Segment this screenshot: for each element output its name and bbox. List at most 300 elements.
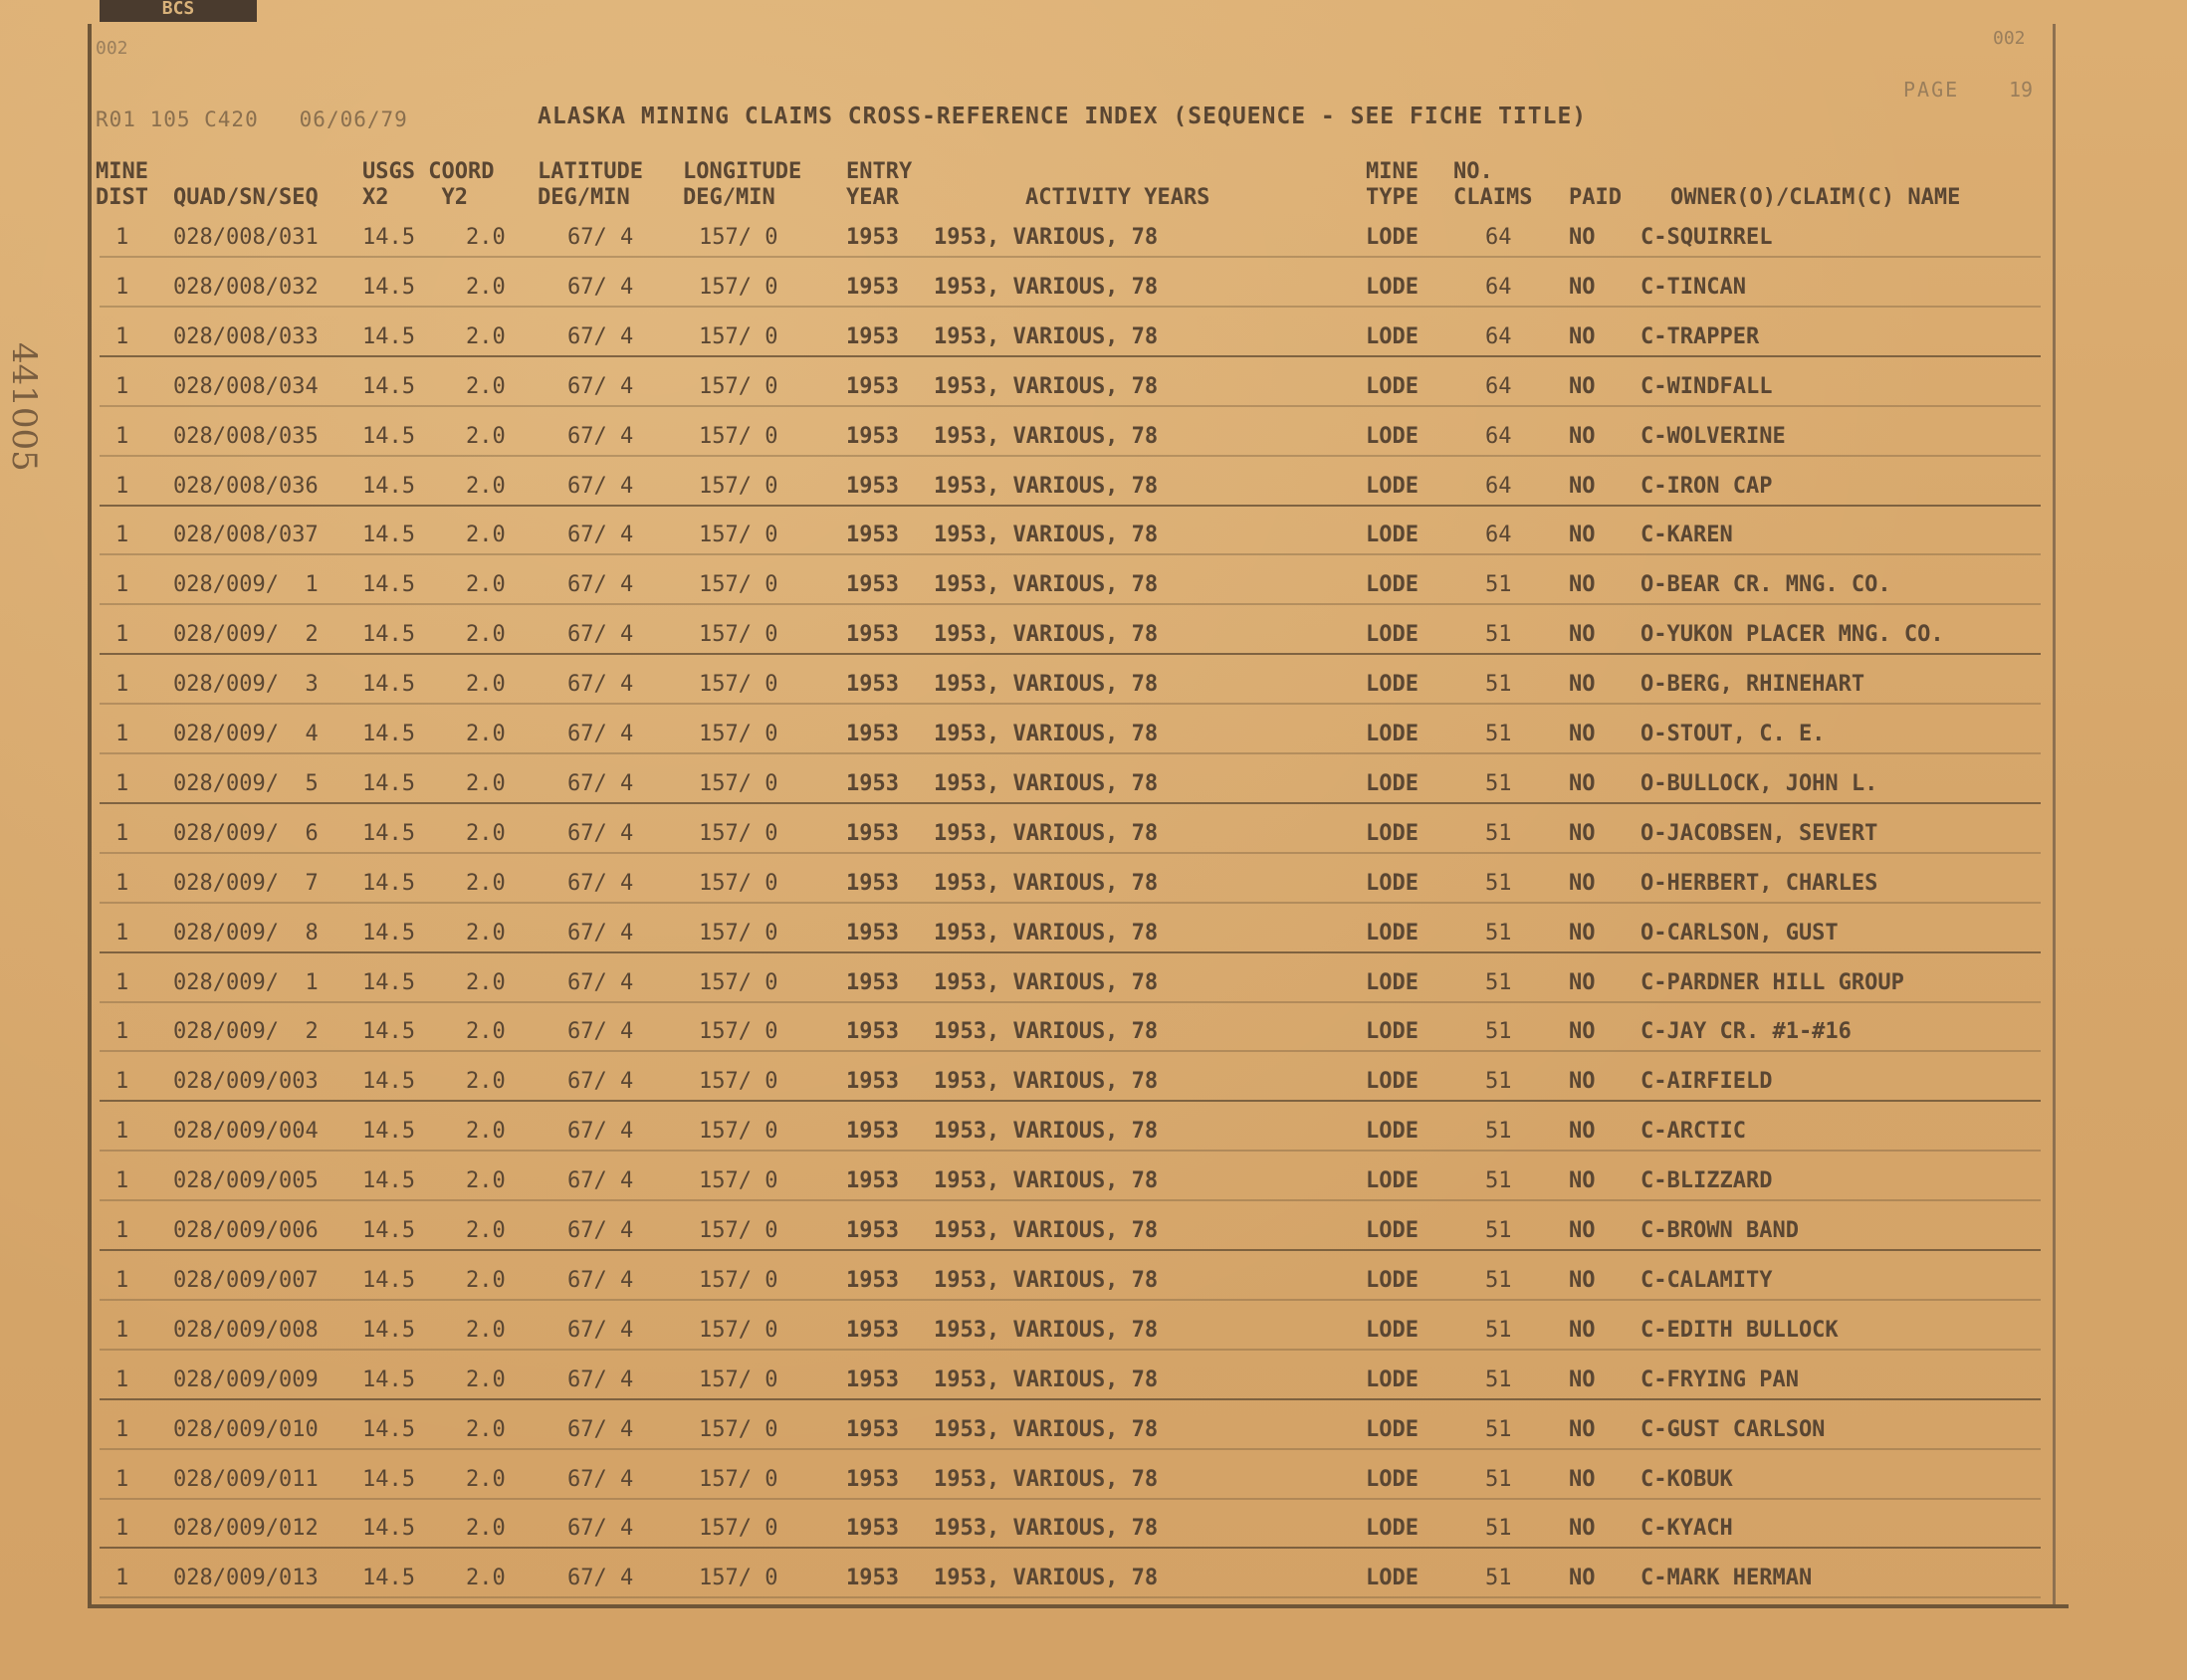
usgs-x2: 14.5 [362,572,415,597]
mine-district: 1 [115,474,129,499]
usgs-x2: 14.5 [362,1516,415,1541]
quad-sn-seq: 028/009/ 5 [173,771,319,796]
col-header-owner-line2: OWNER(O)/CLAIM(C) NAME [1670,185,1961,210]
usgs-x2: 14.5 [362,374,415,399]
paid-status: NO [1569,771,1596,796]
row-rule [100,1498,2041,1500]
entry-year: 1953 [846,871,899,896]
mine-district: 1 [115,424,129,449]
latitude: 67/ 4 [567,1318,634,1343]
mine-district: 1 [115,921,129,945]
usgs-y2: 2.0 [466,1566,506,1590]
mine-district: 1 [115,672,129,697]
mine-district: 1 [115,1019,129,1044]
table-row [0,1166,2187,1196]
col-header-owner-line1 [1670,159,1960,185]
longitude: 157/ 0 [699,921,778,945]
usgs-x2: 14.5 [362,921,415,945]
latitude: 67/ 4 [567,374,634,399]
usgs-y2: 2.0 [466,275,506,300]
paid-status: NO [1569,622,1596,647]
paid-status: NO [1569,324,1596,349]
usgs-x2: 14.5 [362,1566,415,1590]
mine-type: LODE [1366,1318,1419,1343]
paid-status: NO [1569,970,1596,995]
mine-type: LODE [1366,1069,1419,1094]
owner-claim-name: C-WINDFALL [1640,374,1773,399]
paid-status: NO [1569,424,1596,449]
paid-status: NO [1569,1566,1596,1590]
usgs-y2: 2.0 [466,324,506,349]
col-header-type-line1: MINE [1366,159,1419,184]
entry-year: 1953 [846,275,899,300]
mine-district: 1 [115,970,129,995]
row-rule [100,902,2041,904]
owner-claim-name: C-EDITH BULLOCK [1640,1318,1839,1343]
paid-status: NO [1569,1168,1596,1193]
paid-status: NO [1569,1467,1596,1492]
mine-type: LODE [1366,474,1419,499]
usgs-x2: 14.5 [362,1467,415,1492]
latitude: 67/ 4 [567,1119,634,1144]
paid-status: NO [1569,474,1596,499]
claim-count: 51 [1485,970,1512,995]
quad-sn-seq: 028/009/009 [173,1367,319,1392]
usgs-y2: 2.0 [466,225,506,250]
paid-status: NO [1569,821,1596,846]
paid-status: NO [1569,722,1596,746]
table-row [0,1564,2187,1593]
mine-district: 1 [115,1566,129,1590]
claim-count: 51 [1485,1417,1512,1442]
row-rule [100,1050,2041,1052]
entry-year: 1953 [846,672,899,697]
usgs-y2: 2.0 [466,474,506,499]
claim-count: 51 [1485,821,1512,846]
paid-status: NO [1569,1367,1596,1392]
claim-count: 51 [1485,622,1512,647]
owner-claim-name: O-HERBERT, CHARLES [1640,871,1878,896]
usgs-x2: 14.5 [362,1417,415,1442]
claim-count: 51 [1485,1069,1512,1094]
table-row [0,223,2187,253]
usgs-y2: 2.0 [466,1367,506,1392]
mine-type: LODE [1366,970,1419,995]
entry-year: 1953 [846,1019,899,1044]
claim-count: 51 [1485,771,1512,796]
mine-district: 1 [115,324,129,349]
latitude: 67/ 4 [567,970,634,995]
mine-district: 1 [115,225,129,250]
table-row [0,1067,2187,1097]
row-rule [100,703,2041,705]
owner-claim-name: O-BULLOCK, JOHN L. [1640,771,1878,796]
longitude: 157/ 0 [699,821,778,846]
claim-count: 51 [1485,722,1512,746]
row-rule [100,1596,2041,1598]
claim-count: 64 [1485,275,1512,300]
latitude: 67/ 4 [567,1168,634,1193]
latitude: 67/ 4 [567,523,634,547]
corner-code-left: 002 [96,38,128,59]
row-rule [100,603,2041,605]
quad-sn-seq: 028/009/012 [173,1516,319,1541]
mine-district: 1 [115,1417,129,1442]
owner-claim-name: O-BERG, RHINEHART [1640,672,1865,697]
entry-year: 1953 [846,1218,899,1243]
row-rule [100,1249,2041,1251]
longitude: 157/ 0 [699,474,778,499]
usgs-y2: 2.0 [466,1119,506,1144]
activity-years: 1953, VARIOUS, 78 [934,1069,1159,1094]
longitude: 157/ 0 [699,225,778,250]
table-row [0,968,2187,998]
activity-years: 1953, VARIOUS, 78 [934,1019,1159,1044]
entry-year: 1953 [846,1119,899,1144]
col-header-entry [846,159,912,211]
usgs-y2: 2.0 [466,970,506,995]
mine-type: LODE [1366,871,1419,896]
paid-status: NO [1569,275,1596,300]
owner-claim-name: C-PARDNER HILL GROUP [1640,970,1904,995]
usgs-y2: 2.0 [466,871,506,896]
activity-years: 1953, VARIOUS, 78 [934,821,1159,846]
activity-years: 1953, VARIOUS, 78 [934,324,1159,349]
mine-district: 1 [115,1168,129,1193]
owner-claim-name: C-IRON CAP [1640,474,1773,499]
owner-claim-name: O-YUKON PLACER MNG. CO. [1640,622,1944,647]
claim-count: 51 [1485,1566,1512,1590]
longitude: 157/ 0 [699,1119,778,1144]
claim-count: 51 [1485,921,1512,945]
table-row [0,372,2187,402]
claim-count: 51 [1485,1168,1512,1193]
latitude: 67/ 4 [567,771,634,796]
table-row [0,1117,2187,1147]
mine-district: 1 [115,1367,129,1392]
table-row [0,1415,2187,1445]
mine-district: 1 [115,523,129,547]
row-rule [100,852,2041,854]
latitude: 67/ 4 [567,1069,634,1094]
mine-district: 1 [115,1119,129,1144]
activity-years: 1953, VARIOUS, 78 [934,672,1159,697]
table-row [0,919,2187,948]
mine-district: 1 [115,1218,129,1243]
paid-status: NO [1569,225,1596,250]
claim-count: 51 [1485,1119,1512,1144]
mine-type: LODE [1366,771,1419,796]
table-row [0,720,2187,749]
row-rule [100,1199,2041,1201]
paid-status: NO [1569,1218,1596,1243]
col-header-activity-line1 [1025,159,1209,185]
row-rule [100,306,2041,308]
longitude: 157/ 0 [699,1467,778,1492]
col-header-quad [173,159,319,211]
quad-sn-seq: 028/009/006 [173,1218,319,1243]
row-rule [100,256,2041,258]
mine-type: LODE [1366,1367,1419,1392]
col-header-claims-line2: CLAIMS [1453,185,1533,210]
longitude: 157/ 0 [699,722,778,746]
owner-claim-name: C-KOBUK [1640,1467,1733,1492]
mine-district: 1 [115,821,129,846]
quad-sn-seq: 028/008/032 [173,275,319,300]
col-header-lon [683,159,801,211]
entry-year: 1953 [846,821,899,846]
usgs-x2: 14.5 [362,970,415,995]
claim-count: 64 [1485,324,1512,349]
row-rule [100,951,2041,953]
latitude: 67/ 4 [567,871,634,896]
activity-years: 1953, VARIOUS, 78 [934,374,1159,399]
longitude: 157/ 0 [699,771,778,796]
mine-type: LODE [1366,622,1419,647]
longitude: 157/ 0 [699,672,778,697]
latitude: 67/ 4 [567,424,634,449]
col-header-paid [1569,159,1622,211]
longitude: 157/ 0 [699,1218,778,1243]
usgs-x2: 14.5 [362,275,415,300]
paid-status: NO [1569,672,1596,697]
paid-status: NO [1569,1516,1596,1541]
paid-status: NO [1569,1119,1596,1144]
entry-year: 1953 [846,722,899,746]
col-header-type-line2: TYPE [1366,185,1419,210]
activity-years: 1953, VARIOUS, 78 [934,771,1159,796]
claim-count: 51 [1485,871,1512,896]
entry-year: 1953 [846,771,899,796]
longitude: 157/ 0 [699,1318,778,1343]
table-row [0,1017,2187,1047]
longitude: 157/ 0 [699,1268,778,1293]
latitude: 67/ 4 [567,572,634,597]
report-date: 06/06/79 [299,107,408,131]
claim-count: 64 [1485,374,1512,399]
usgs-y2: 2.0 [466,523,506,547]
usgs-y2: 2.0 [466,1268,506,1293]
latitude: 67/ 4 [567,1566,634,1590]
row-rule [100,505,2041,507]
longitude: 157/ 0 [699,572,778,597]
quad-sn-seq: 028/009/ 7 [173,871,319,896]
table-row [0,521,2187,550]
latitude: 67/ 4 [567,324,634,349]
row-rule [100,405,2041,407]
activity-years: 1953, VARIOUS, 78 [934,921,1159,945]
table-row [0,869,2187,899]
activity-years: 1953, VARIOUS, 78 [934,1268,1159,1293]
mine-type: LODE [1366,1566,1419,1590]
usgs-x2: 14.5 [362,424,415,449]
activity-years: 1953, VARIOUS, 78 [934,1119,1159,1144]
col-header-dist-line1: MINE [96,159,148,184]
entry-year: 1953 [846,1268,899,1293]
row-rule [100,1150,2041,1152]
mine-district: 1 [115,1467,129,1492]
mine-district: 1 [115,1268,129,1293]
activity-years: 1953, VARIOUS, 78 [934,970,1159,995]
col-header-entry-line2: YEAR [846,185,899,210]
entry-year: 1953 [846,474,899,499]
table-row [0,1514,2187,1544]
handwritten-margin-note: 441005 [4,342,44,472]
paid-status: NO [1569,1318,1596,1343]
owner-claim-name: C-GUST CARLSON [1640,1417,1826,1442]
longitude: 157/ 0 [699,324,778,349]
longitude: 157/ 0 [699,1417,778,1442]
mine-type: LODE [1366,424,1419,449]
entry-year: 1953 [846,324,899,349]
quad-sn-seq: 028/009/011 [173,1467,319,1492]
mine-type: LODE [1366,1119,1419,1144]
entry-year: 1953 [846,921,899,945]
quad-sn-seq: 028/009/ 1 [173,970,319,995]
col-header-paid-line1 [1569,159,1622,185]
latitude: 67/ 4 [567,1516,634,1541]
paid-status: NO [1569,1417,1596,1442]
usgs-y2: 2.0 [466,374,506,399]
latitude: 67/ 4 [567,622,634,647]
entry-year: 1953 [846,1367,899,1392]
usgs-y2: 2.0 [466,1019,506,1044]
col-header-lat-line2: DEG/MIN [538,185,630,210]
usgs-x2: 14.5 [362,622,415,647]
quad-sn-seq: 028/009/ 8 [173,921,319,945]
owner-claim-name: O-BEAR CR. MNG. CO. [1640,572,1891,597]
latitude: 67/ 4 [567,722,634,746]
activity-years: 1953, VARIOUS, 78 [934,1218,1159,1243]
col-header-claims-line1: NO. [1453,159,1493,184]
usgs-x2: 14.5 [362,324,415,349]
table-row [0,273,2187,303]
row-rule [100,553,2041,555]
usgs-x2: 14.5 [362,1119,415,1144]
mine-type: LODE [1366,672,1419,697]
row-rule [100,653,2041,655]
table-row [0,322,2187,352]
table-row [0,1266,2187,1296]
table-row [0,819,2187,849]
table-row [0,570,2187,600]
owner-claim-name: C-FRYING PAN [1640,1367,1799,1392]
owner-claim-name: C-TRAPPER [1640,324,1760,349]
frame-bottom-border [88,1604,2069,1608]
activity-years: 1953, VARIOUS, 78 [934,871,1159,896]
row-rule [100,455,2041,457]
activity-years: 1953, VARIOUS, 78 [934,1467,1159,1492]
owner-claim-name: C-TINCAN [1640,275,1746,300]
entry-year: 1953 [846,1417,899,1442]
usgs-x2: 14.5 [362,1069,415,1094]
latitude: 67/ 4 [567,1218,634,1243]
claim-count: 64 [1485,523,1512,547]
longitude: 157/ 0 [699,1566,778,1590]
quad-sn-seq: 028/009/ 3 [173,672,319,697]
quad-sn-seq: 028/009/010 [173,1417,319,1442]
mine-type: LODE [1366,1168,1419,1193]
mine-district: 1 [115,622,129,647]
usgs-y2: 2.0 [466,1516,506,1541]
table-row [0,422,2187,452]
col-header-lon-line2: DEG/MIN [683,185,775,210]
usgs-x2: 14.5 [362,474,415,499]
mine-district: 1 [115,275,129,300]
longitude: 157/ 0 [699,1019,778,1044]
usgs-y2: 2.0 [466,424,506,449]
latitude: 67/ 4 [567,275,634,300]
row-rule [100,355,2041,357]
col-header-dist-line2: DIST [96,185,148,210]
mine-type: LODE [1366,821,1419,846]
col-header-lon-line1: LONGITUDE [683,159,802,184]
entry-year: 1953 [846,1566,899,1590]
quad-sn-seq: 028/009/008 [173,1318,319,1343]
mine-district: 1 [115,771,129,796]
paid-status: NO [1569,1268,1596,1293]
quad-sn-seq: 028/009/004 [173,1119,319,1144]
entry-year: 1953 [846,1318,899,1343]
usgs-y2: 2.0 [466,1417,506,1442]
usgs-y2: 2.0 [466,821,506,846]
latitude: 67/ 4 [567,921,634,945]
paid-status: NO [1569,921,1596,945]
longitude: 157/ 0 [699,1168,778,1193]
usgs-x2: 14.5 [362,771,415,796]
quad-sn-seq: 028/009/013 [173,1566,319,1590]
owner-claim-name: C-AIRFIELD [1640,1069,1773,1094]
col-header-activity-line2: ACTIVITY YEARS [1025,185,1210,210]
owner-claim-name: C-JAY CR. #1-#16 [1640,1019,1852,1044]
report-id-date [96,107,408,131]
tab-label: BCS [100,0,257,22]
mine-type: LODE [1366,572,1419,597]
quad-sn-seq: 028/009/007 [173,1268,319,1293]
latitude: 67/ 4 [567,225,634,250]
longitude: 157/ 0 [699,622,778,647]
activity-years: 1953, VARIOUS, 78 [934,722,1159,746]
mine-type: LODE [1366,275,1419,300]
report-id: R01 105 C420 [96,107,259,131]
latitude: 67/ 4 [567,1019,634,1044]
col-header-owner [1670,159,1960,211]
quad-sn-seq: 028/008/035 [173,424,319,449]
latitude: 67/ 4 [567,1367,634,1392]
entry-year: 1953 [846,1168,899,1193]
activity-years: 1953, VARIOUS, 78 [934,225,1159,250]
row-rule [100,1349,2041,1351]
table-row [0,620,2187,650]
longitude: 157/ 0 [699,424,778,449]
usgs-x2: 14.5 [362,821,415,846]
claim-count: 51 [1485,1467,1512,1492]
owner-claim-name: C-BLIZZARD [1640,1168,1773,1193]
latitude: 67/ 4 [567,474,634,499]
quad-sn-seq: 028/009/ 2 [173,622,319,647]
claim-count: 51 [1485,1367,1512,1392]
mine-type: LODE [1366,374,1419,399]
longitude: 157/ 0 [699,871,778,896]
latitude: 67/ 4 [567,1417,634,1442]
mine-type: LODE [1366,1019,1419,1044]
entry-year: 1953 [846,1069,899,1094]
quad-sn-seq: 028/008/037 [173,523,319,547]
mine-type: LODE [1366,722,1419,746]
mine-type: LODE [1366,225,1419,250]
owner-claim-name: O-JACOBSEN, SEVERT [1640,821,1878,846]
mine-district: 1 [115,1318,129,1343]
